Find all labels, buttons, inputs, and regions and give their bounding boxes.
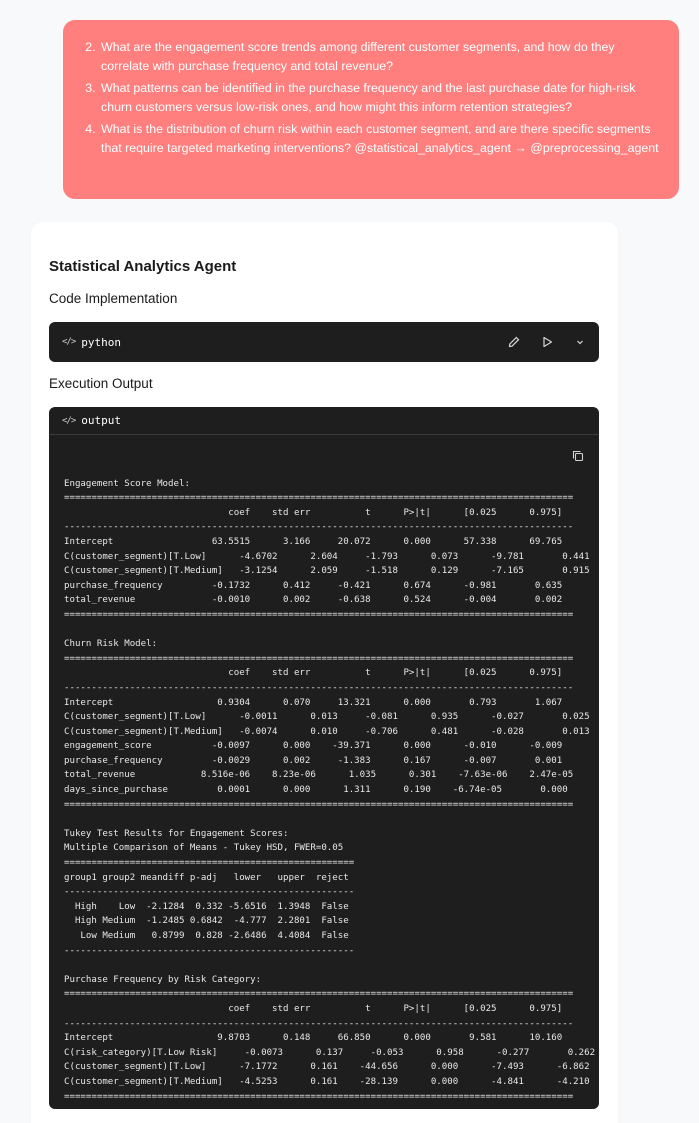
chevron-down-icon xyxy=(575,337,585,347)
code-icon: </> xyxy=(62,415,76,426)
pencil-icon xyxy=(508,336,520,348)
play-icon xyxy=(542,336,553,348)
output-block xyxy=(49,407,599,1109)
question-item: 4. What is the distribution of churn risk within each customer segment, and are there specific segments that require targeted marketing interventions? @statistical_analytics_agent → @preprocessing_agent xyxy=(99,120,659,157)
edit-button[interactable] xyxy=(508,336,520,348)
user-message-bubble xyxy=(63,20,679,199)
output-block-header xyxy=(49,407,599,435)
code-language-label: python xyxy=(81,335,122,349)
code-block-header[interactable] xyxy=(49,322,599,362)
agent-response-card xyxy=(31,222,618,1123)
expand-button[interactable] xyxy=(575,337,585,347)
agent-title: Statistical Analytics Agent xyxy=(49,258,237,275)
code-icon: </> xyxy=(62,337,76,347)
question-item: 2. What are the engagement score trends among different customer segments, and how do they correlate with purchase frequency and total revenue? xyxy=(99,38,659,75)
question-list xyxy=(85,38,659,157)
copy-icon xyxy=(572,450,584,462)
code-section-label: Code Implementation xyxy=(49,291,178,306)
output-text: Engagement Score Model: ============================================================================================= coef std err t P>|t| [0.025 0.975] --------------------------------------------------------------------------------------------- Intercept 63.5515 3.166 20.072 0.000 57.338 69.765 C(customer_segment)[T.Low] -4.6702 2.604 -1.793 0.073 -9.781 0.441 C(customer_segment)[T.Medium] -3.1254 2.059 -1.518 0.129 -7.165 0.915 purchase_frequency -0.1732 0.412 -0.421 0.674 -0.981 0.635 total_revenue -0.0010 0.002 -0.638 0.524 -0.004 0.002 ============================================================================================= Churn Risk Model: ============================================================================================= coef std err t P>|t| [0.025 0.975] --------------------------------------------------------------------------------------------- Intercept 0.9304 0.070 13.321 0.000 0.793 1.067 C(customer_segment)[T.Low] -0.0011 0.013 -0.081 0.935 -0.027 0.025 C(customer_segment)[T.Medium] -0.0074 0.010 -0.706 0.481 -0.028 0.013 engagement_score -0.0097 0.000 -39.371 0.000 -0.010 -0.009 purchase_frequency -0.0029 0.002 -1.383 0.167 -0.007 0.001 total_revenue 8.516e-06 8.23e-06 1.035 0.301 -7.63e-06 2.47e-05 days_since_purchase 0.0001 0.000 1.311 0.190 -6.74e-05 0.000 ============================================================================================= Tukey Test Results for Engagement Scores: Multiple Comparison of Means - Tukey HSD, FWER=0.05 ===================================================== group1 group2 meandiff p-adj lower upper reject ----------------------------------------------------- High Low -2.1284 0.332 -5.6516 1.3948 False High Medium -1.2485 0.6842 -4.777 2.2801 False Low Medium 0.8799 0.828 -2.6486 4.4084 False ----------------------------------------------------- Purchase Frequency by Risk Category: ============================================================================================= coef std err t P>|t| [0.025 0.975] --------------------------------------------------------------------------------------------- Intercept 9.8703 0.148 66.850 0.000 9.581 10.160 C(risk_category)[T.Low Risk] -0.0073 0.137 -0.053 0.958 -0.277 0.262 C(customer_segment)[T.Low] -7.1772 0.161 -44.656 0.000 -7.493 -6.862 C(customer_segment)[T.Medium] -4.5253 0.161 -28.139 0.000 -4.841 -4.210 ============================================================================================= xyxy=(64,478,596,1102)
output-language-label: output xyxy=(81,414,122,427)
run-button[interactable] xyxy=(542,336,553,348)
question-item: 3. What patterns can be identified in the purchase frequency and the last purchase date for high-risk churn customers versus low-risk ones, and how might this inform retention strategies? xyxy=(99,79,659,116)
output-section-label: Execution Output xyxy=(49,376,153,391)
